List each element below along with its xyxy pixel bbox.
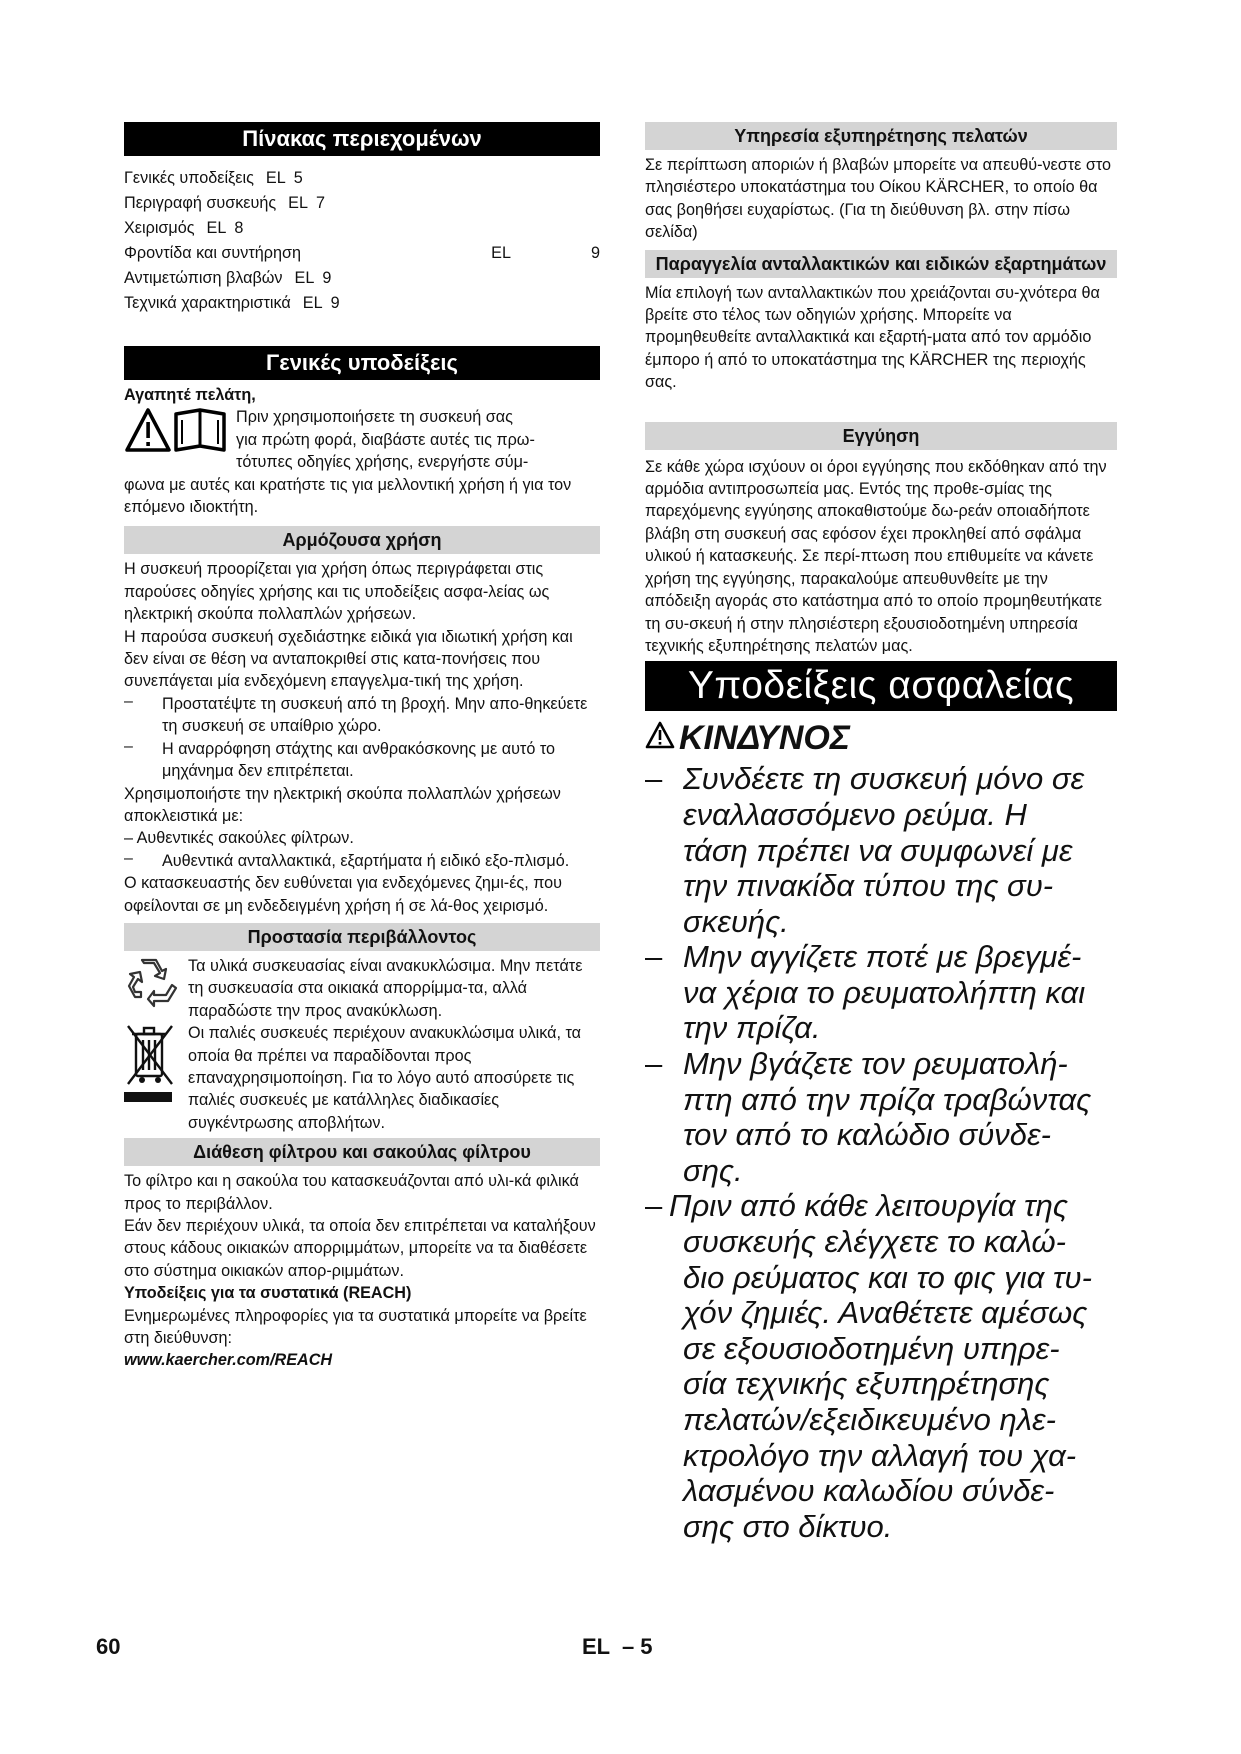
proper-use-p4: Ο κατασκευαστής δεν ευθύνεται για ενδεχόμενες ζημι-ές, που οφείλονται σε μη ενδεδειγμένη χρήση ή σε λά-θος χειρισμό. bbox=[124, 874, 563, 915]
page-number: 60 bbox=[96, 1634, 121, 1659]
safety-item: – Συνδέετε τη συσκευή μόνο σε εναλλασσόμενο ρεύμα. Η τάση πρέπει να συμφωνεί με την πινακίδα τύπου της συ- σκευής. bbox=[645, 761, 1085, 939]
bullet-item: – Η αναρρόφηση στάχτης και ανθρακόσκονης με αυτό το μηχάνημα δεν επιτρέπεται. bbox=[124, 737, 555, 781]
filter-disposal-heading: Διάθεση φίλτρου και σακούλας φίλτρου bbox=[124, 1138, 600, 1166]
left-column bbox=[124, 122, 600, 1372]
weee-row bbox=[124, 1022, 600, 1134]
safety-item: – Πριν από κάθε λειτουργία της συσκευής ελέγχετε το καλώ- διο ρεύματος και το φις για τυ- χόν ζημιές. Αναθέτετε αμέσως σε εξουσιοδοτημένη υπηρε- σία τεχνικής εξυπηρέτησης πελατών/εξειδικευμένο ηλε- κτρολόγο την αλλαγή του χα- λασμένου καλωδίου σύνδε- σης στο δίκτυο. bbox=[645, 1188, 1092, 1544]
environment-p1: Τα υλικά συσκευασίας είναι ανακυκλώσιμα. Μην πετάτε τη συσκευασία στα οικιακά απορρίμμα-τα, αλλά παραδώστε την προς ανακύκλωση. bbox=[188, 956, 583, 1020]
spare-parts-heading: Παραγγελία ανταλλακτικών και ειδικών εξαρτημάτων bbox=[645, 250, 1117, 278]
reach-link[interactable]: www.kaercher.com/REACH bbox=[124, 1351, 333, 1370]
bullet-item: – Προστατέψτε τη συσκευή από τη βροχή. Μην απο-θηκεύετε τη συσκευή σε υπαίθριο χώρο. bbox=[124, 692, 588, 736]
safety-item: – Μην αγγίζετε ποτέ με βρεγμέ- να χέρια το ρευματολήπτη και την πρίζα. bbox=[645, 939, 1086, 1046]
safety-heading: Υποδείξεις ασφαλείας bbox=[645, 661, 1117, 711]
environment-p2: Οι παλιές συσκευές περιέχουν ανακυκλώσιμα υλικά, τα οποία θα πρέπει να παραδίδονται προς επαναχρησιμοποίηση. Για το λόγο αυτό αποσύρετε τις παλιές συσκευές με κατάλληλες διαδικασίες συγκέντρωσης αποβλήτων. bbox=[188, 1024, 582, 1132]
warranty-text: Σε κάθε χώρα ισχύουν οι όροι εγγύησης που εκδόθηκαν από την αρμόδια αντιπροσωπεία μας. Εντός της προθε-σμίας της παρεχόμενης εγγύησης αποκαθιστούμε δω-ρεάν οποιαδήποτε βλάβη στη συσκευή σας εφόσον έχει προκληθεί από σφάλμα υλικού ή κατασκευής. Σε περί-πτωση που επιθυμείτε να κάνετε χρήση της εγγύησης, παρακαλούμε απευθυνθείτε με την απόδειξη αγοράς στο κατάστημα από το οποίο προμηθευτήκατε τη συ-σκευή ή στην πλησιέστερη εξουσιοδοτημένη υπηρεσία τεχνικής εξυπηρέτησης πελατών μας. bbox=[645, 457, 1107, 655]
warning-manual-icon bbox=[124, 406, 236, 473]
intro-row: Πριν χρησιμοποιήσετε τη συσκευή σας για πρώτη φορά, διαβάστε αυτές τις πρω- τότυπες οδηγίες χρήσης, ενεργήστε σύμ- bbox=[124, 406, 600, 473]
proper-use-p1: Η συσκευή προορίζεται για χρήση όπως περιγράφεται στις παρούσες οδηγίες χρήσης και τις υποδείξεις ασφα-λείας ως ηλεκτρική σκούπα πολλαπλών χρήσεων. bbox=[124, 560, 550, 624]
safety-item: – Μην βγάζετε τον ρευματολή- πτη από την πρίζα τραβώντας τον από το καλώδιο σύνδε- σης. bbox=[645, 1046, 1092, 1188]
filter-disposal-p2: Εάν δεν περιέχουν υλικά, τα οποία δεν επιτρέπεται να καταλήξουν στους κάδους οικιακών απορριμμάτων, μπορείτε να τα διαθέσετε στο σύστημα οικιακών απορ-ριμμάτων. bbox=[124, 1217, 596, 1280]
right-column bbox=[645, 122, 1117, 1544]
proper-use-p3: Χρησιμοποιήστε την ηλεκτρική σκούπα πολλαπλών χρήσεων αποκλειστικά με: bbox=[124, 784, 561, 825]
general-heading: Γενικές υποδείξεις bbox=[124, 346, 600, 380]
warranty-heading: Εγγύηση bbox=[645, 422, 1117, 450]
section-page: EL – 5 bbox=[582, 1634, 653, 1659]
toc-item[interactable]: Τεχνικά χαρακτηριστικά EL 9 bbox=[124, 294, 340, 312]
toc-heading: Πίνακας περιεχομένων bbox=[124, 122, 600, 156]
reach-heading: Υποδείξεις για τα συστατικά (REACH) bbox=[124, 1284, 412, 1303]
bullet-inline: – Αυθεντικές σακούλες φίλτρων. bbox=[124, 829, 354, 848]
spare-parts-text: Μία επιλογή των ανταλλακτικών που χρειάζονται συ-χνότερα θα βρείτε στο τέλος των οδηγιών χρήσης. Μπορείτε να προμηθευθείτε ανταλλακτικά και εξαρτή-ματα από τον αρμόδιο έμπορο ή από το υποκατάστημα της KÄRCHER της περιοχής σας. bbox=[645, 283, 1100, 392]
intro-text: φωνα με αυτές και κρατήστε τις για μελλοντική χρήση ή για τον επόμενο ιδιοκτήτη. bbox=[124, 475, 572, 517]
reach-text: Ενημερωμένες πληροφορίες για τα συστατικά μπορείτε να βρείτε στη διεύθυνση: bbox=[124, 1306, 587, 1348]
customer-service-text: Σε περίπτωση αποριών ή βλαβών μπορείτε να απευθύ-νεστε στο πλησιέστερο υποκατάστημα του Οίκου KÄRCHER, το οποίο θα σας βοηθήσει ευχαρίστως. (Για τη διεύθυνση βλ. στην πίσω σελίδα) bbox=[645, 156, 1112, 242]
crossed-bin-icon bbox=[124, 1022, 188, 1134]
toc-item[interactable]: Αντιμετώπιση βλαβών EL 9 bbox=[124, 269, 332, 287]
proper-use-heading: Αρμόζουσα χρήση bbox=[124, 526, 600, 554]
toc-item[interactable]: Γενικές υποδείξεις EL 5 bbox=[124, 169, 303, 187]
recycle-icon bbox=[124, 955, 188, 1022]
filter-disposal-p1: Το φίλτρο και η σακούλα του κατασκευάζονται από υλι-κά φιλικά προς το περιβάλλον. bbox=[124, 1172, 579, 1213]
dear-customer: Αγαπητέ πελάτη, bbox=[124, 386, 256, 404]
toc-item[interactable]: Χειρισμός EL 8 bbox=[124, 219, 244, 237]
toc-list bbox=[124, 166, 600, 316]
toc-item[interactable]: Φροντίδα και συντήρηση EL 9 bbox=[124, 244, 600, 262]
toc-item[interactable]: Περιγραφή συσκευής EL 7 bbox=[124, 194, 325, 212]
environment-heading: Προστασία περιβάλλοντος bbox=[124, 923, 600, 951]
proper-use-p2: Η παρούσα συσκευή σχεδιάστηκε ειδικά για ιδιωτική χρήση και δεν είναι σε θέση να ανταποκριθεί στις κατα-πονήσεις που συνεπάγεται μία ενδεχόμενη επαγγελμα-τική της χρήση. bbox=[124, 627, 573, 691]
danger-label: ΚΙΝΔΥΝΟΣ bbox=[645, 717, 1117, 759]
bullet-item: – Αυθεντικά ανταλλακτικά, εξαρτήματα ή ειδικό εξο-πλισμό. bbox=[124, 849, 570, 870]
recycle-row bbox=[124, 955, 600, 1022]
customer-service-heading: Υπηρεσία εξυπηρέτησης πελατών bbox=[645, 122, 1117, 150]
warning-icon bbox=[645, 717, 677, 759]
